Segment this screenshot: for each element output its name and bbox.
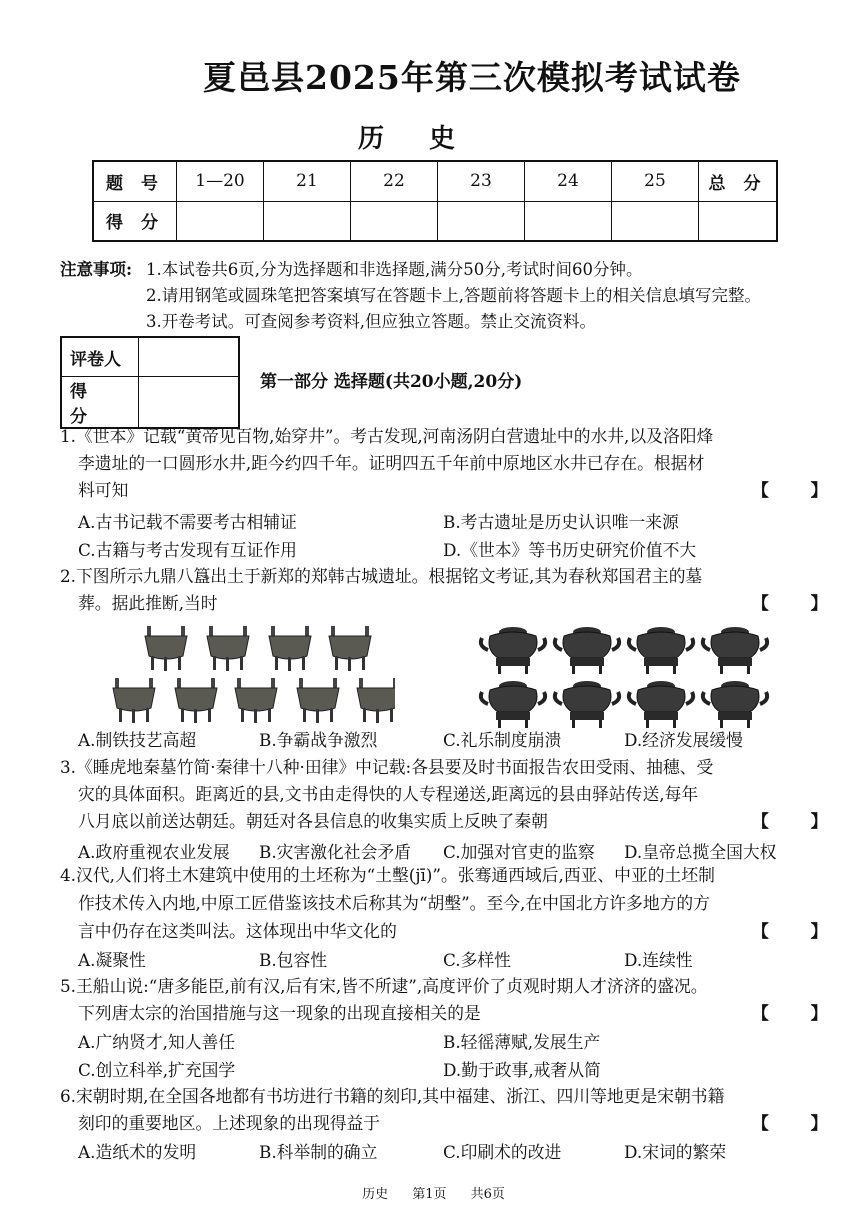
- page-footer: [0, 1183, 867, 1202]
- q6-line-1: 6.宋朝时期,在全国各地都有书坊进行书籍的刻印,其中福建、浙江、四川等地更是宋朝书籍: [60, 1086, 725, 1106]
- q5-line-2: 下列唐太宗的治国措施与这一现象的出现直接相关的是: [78, 1003, 481, 1023]
- exam-title: 夏邑县2025年第三次模拟考试试卷: [203, 58, 741, 97]
- footer-page: 第1页: [412, 1187, 447, 1202]
- notice-item-2: 2.请用钢笔或圆珠笔把答案填写在答题卡上,答题前将答题卡上的相关信息填写完整。: [146, 286, 761, 305]
- q6-line-2: 刻印的重要地区。上述现象的出现得益于: [78, 1113, 381, 1133]
- q4-line-1: 4.汉代,人们将土木建筑中使用的土坯称为“土墼(jī)”。张骞通西域后,西亚、中亚的土坯制: [60, 865, 715, 885]
- score-col-total: 总 分: [699, 161, 778, 201]
- q1-answer-bracket[interactable]: 【 】: [752, 480, 846, 500]
- score-row-label: 得 分: [93, 201, 177, 241]
- q1-option-c[interactable]: C.古籍与考古发现有互证作用: [78, 540, 297, 560]
- q5-option-d[interactable]: D.勤于政事,戒奢从简: [443, 1060, 601, 1080]
- q6-answer-bracket[interactable]: 【 】: [752, 1113, 846, 1133]
- q4-answer-bracket[interactable]: 【 】: [752, 921, 846, 941]
- q2-line-2: 葬。据此推断,当时: [78, 593, 218, 613]
- score-col-23: 23: [438, 161, 525, 201]
- q1-line-2: 李遗址的一口圆形水井,距今约四千年。证明四五千年前中原地区水井已存在。根据材: [78, 453, 705, 473]
- score-col-22: 22: [351, 161, 438, 201]
- q4-option-c[interactable]: C.多样性: [443, 950, 511, 970]
- score-cell[interactable]: [612, 201, 699, 241]
- q3-line-3: 八月底以前送达朝廷。朝廷对各县信息的收集实质上反映了秦朝: [78, 811, 548, 831]
- score-cell[interactable]: [699, 201, 778, 241]
- score-col-21: 21: [264, 161, 351, 201]
- q4-option-d[interactable]: D.连续性: [624, 950, 693, 970]
- q1-line-1: 1.《世本》记载“黄帝见百物,始穿井”。考古发现,河南汤阴白营遗址中的水井,以及洛阳烽: [60, 426, 714, 446]
- grader-cell[interactable]: [139, 337, 240, 377]
- score-table: [92, 160, 778, 242]
- q1-option-d[interactable]: D.《世本》等书历史研究价值不大: [443, 540, 697, 560]
- grader-score-label: 得 分: [61, 377, 139, 429]
- q3-option-c[interactable]: C.加强对官吏的监察: [443, 842, 595, 862]
- q3-answer-bracket[interactable]: 【 】: [752, 811, 846, 831]
- q2-option-d[interactable]: D.经济发展缓慢: [624, 730, 743, 750]
- q4-option-a[interactable]: A.凝聚性: [78, 950, 146, 970]
- q1-option-a[interactable]: A.古书记载不需要考古相辅证: [78, 512, 297, 532]
- score-col-1-20: 1—20: [177, 161, 264, 201]
- gui-vessels-image: [478, 622, 778, 732]
- q1-line-3: 料可知: [78, 480, 129, 500]
- q4-line-3: 言中仍存在这类叫法。这体现出中华文化的: [78, 921, 397, 941]
- score-cell[interactable]: [351, 201, 438, 241]
- q1-option-b[interactable]: B.考古遗址是历史认识唯一来源: [443, 512, 679, 532]
- grader-label: 评卷人: [61, 337, 139, 377]
- score-col-25: 25: [612, 161, 699, 201]
- score-cell[interactable]: [264, 201, 351, 241]
- part-title: 第一部分 选择题(共20小题,20分): [260, 372, 523, 392]
- score-col-label: 题 号: [93, 161, 177, 201]
- q2-answer-bracket[interactable]: 【 】: [752, 593, 846, 613]
- q3-option-b[interactable]: B.灾害激化社会矛盾: [259, 842, 411, 862]
- q3-option-d[interactable]: D.皇帝总揽全国大权: [624, 842, 777, 862]
- notice-item-3: 3.开卷考试。可查阅参考资料,但应独立答题。禁止交流资料。: [146, 312, 596, 331]
- q4-line-2: 作技术传入内地,中原工匠借鉴该技术后称其为“胡墼”。至今,在中国北方许多地方的方: [78, 893, 710, 913]
- q2-line-1: 2.下图所示九鼎八簋出土于新郑的郑韩古城遗址。根据铭文考证,其为春秋郑国君主的墓: [60, 566, 703, 586]
- q2-option-b[interactable]: B.争霸战争激烈: [259, 730, 378, 750]
- q3-option-a[interactable]: A.政府重视农业发展: [78, 842, 230, 862]
- footer-total: 共6页: [470, 1187, 505, 1202]
- score-col-24: 24: [525, 161, 612, 201]
- q5-option-b[interactable]: B.轻徭薄赋,发展生产: [443, 1032, 601, 1052]
- score-value-row: [93, 201, 777, 241]
- ding-tripods-image: [105, 620, 395, 730]
- q3-line-1: 3.《睡虎地秦墓竹简·秦律十八种·田律》中记载:各县要及时书面报告农田受雨、抽穗、受: [60, 757, 714, 777]
- grader-score-cell[interactable]: [139, 377, 240, 429]
- notice-label: 注意事项:: [60, 260, 133, 279]
- q5-option-c[interactable]: C.创立科举,扩充国学: [78, 1060, 236, 1080]
- q2-option-c[interactable]: C.礼乐制度崩溃: [443, 730, 562, 750]
- footer-subject: 历史: [362, 1187, 389, 1202]
- score-cell[interactable]: [438, 201, 525, 241]
- q3-line-2: 灾的具体面积。距离近的县,文书由走得快的人专程递送,距离远的县由驿站传送,每年: [78, 784, 699, 804]
- q6-option-a[interactable]: A.造纸术的发明: [78, 1142, 197, 1162]
- q5-answer-bracket[interactable]: 【 】: [752, 1003, 846, 1023]
- q6-option-b[interactable]: B.科举制的确立: [259, 1142, 378, 1162]
- q6-option-c[interactable]: C.印刷术的改进: [443, 1142, 562, 1162]
- q5-option-a[interactable]: A.广纳贤才,知人善任: [78, 1032, 236, 1052]
- q4-option-b[interactable]: B.包容性: [259, 950, 328, 970]
- score-cell[interactable]: [177, 201, 264, 241]
- notice-item-1: 1.本试卷共6页,分为选择题和非选择题,满分50分,考试时间60分钟。: [146, 260, 643, 279]
- score-header-row: [93, 161, 777, 201]
- q2-option-a[interactable]: A.制铁技艺高超: [78, 730, 197, 750]
- subject-title: 历 史: [358, 124, 474, 154]
- grader-table: [60, 336, 240, 429]
- q6-option-d[interactable]: D.宋词的繁荣: [624, 1142, 727, 1162]
- q5-line-1: 5.王船山说:“唐多能臣,前有汉,后有宋,皆不所逮”,高度评价了贞观时期人才济济的盛况。: [60, 976, 708, 996]
- score-cell[interactable]: [525, 201, 612, 241]
